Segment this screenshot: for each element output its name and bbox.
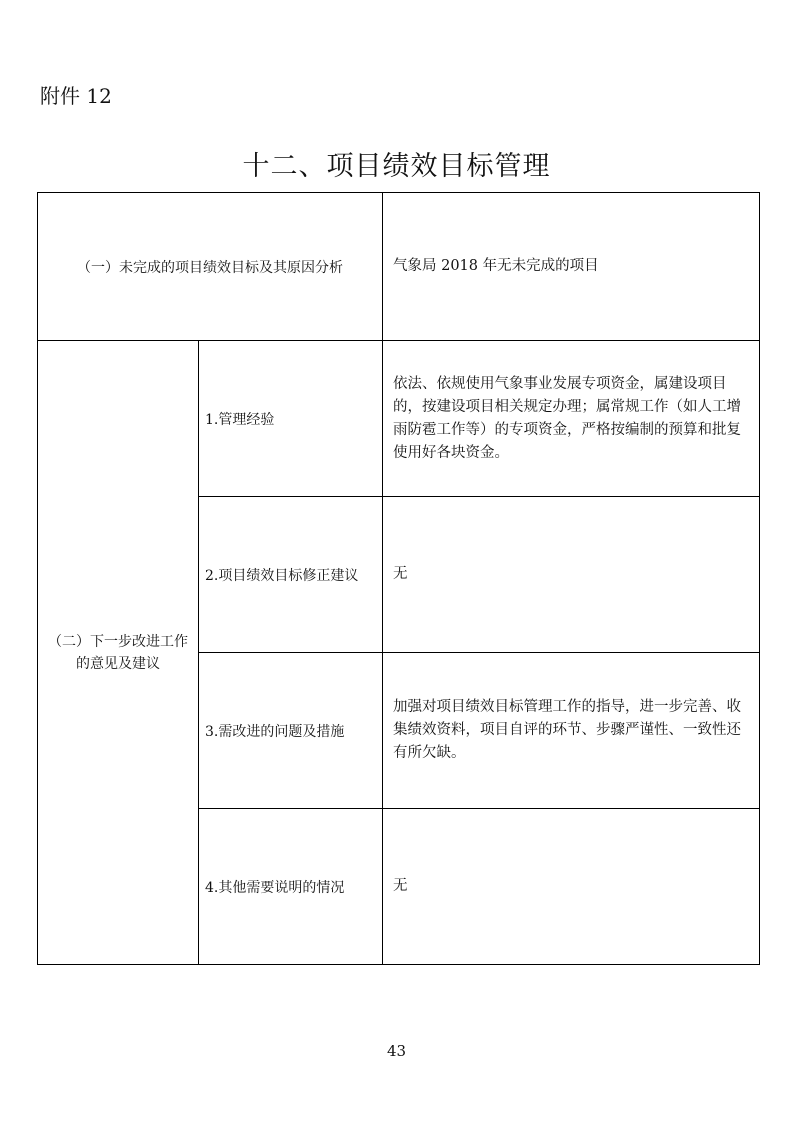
page-title: 十二、项目绩效目标管理	[242, 151, 551, 182]
item-label: 2.项目绩效目标修正建议	[199, 497, 383, 653]
attachment-label: 附件 12	[40, 84, 112, 108]
section2-label-line1: （二）下一步改进工作	[48, 633, 188, 650]
section2-label-line2: 的意见及建议	[76, 655, 160, 672]
item-value: 加强对项目绩效目标管理工作的指导，进一步完善、收集绩效资料，项目自评的环节、步骤严谨性、一致性还有所欠缺。	[383, 653, 760, 809]
performance-table	[37, 192, 760, 965]
table-row	[38, 341, 760, 497]
page-number: 43	[386, 1042, 407, 1060]
item-label: 4.其他需要说明的情况	[199, 809, 383, 965]
section1-label: （一）未完成的项目绩效目标及其原因分析	[38, 193, 383, 341]
item-value: 无	[383, 497, 760, 653]
item-value: 依法、依规使用气象事业发展专项资金，属建设项目的，按建设项目相关规定办理；属常规工作（如人工增雨防雹工作等）的专项资金，严格按编制的预算和批复使用好各块资金。	[383, 341, 760, 497]
table-row	[38, 193, 760, 341]
item-value: 无	[383, 809, 760, 965]
item-label: 1.管理经验	[199, 341, 383, 497]
section1-value: 气象局 2018 年无未完成的项目	[383, 193, 760, 341]
section2-label	[38, 341, 199, 965]
item-label: 3.需改进的问题及措施	[199, 653, 383, 809]
